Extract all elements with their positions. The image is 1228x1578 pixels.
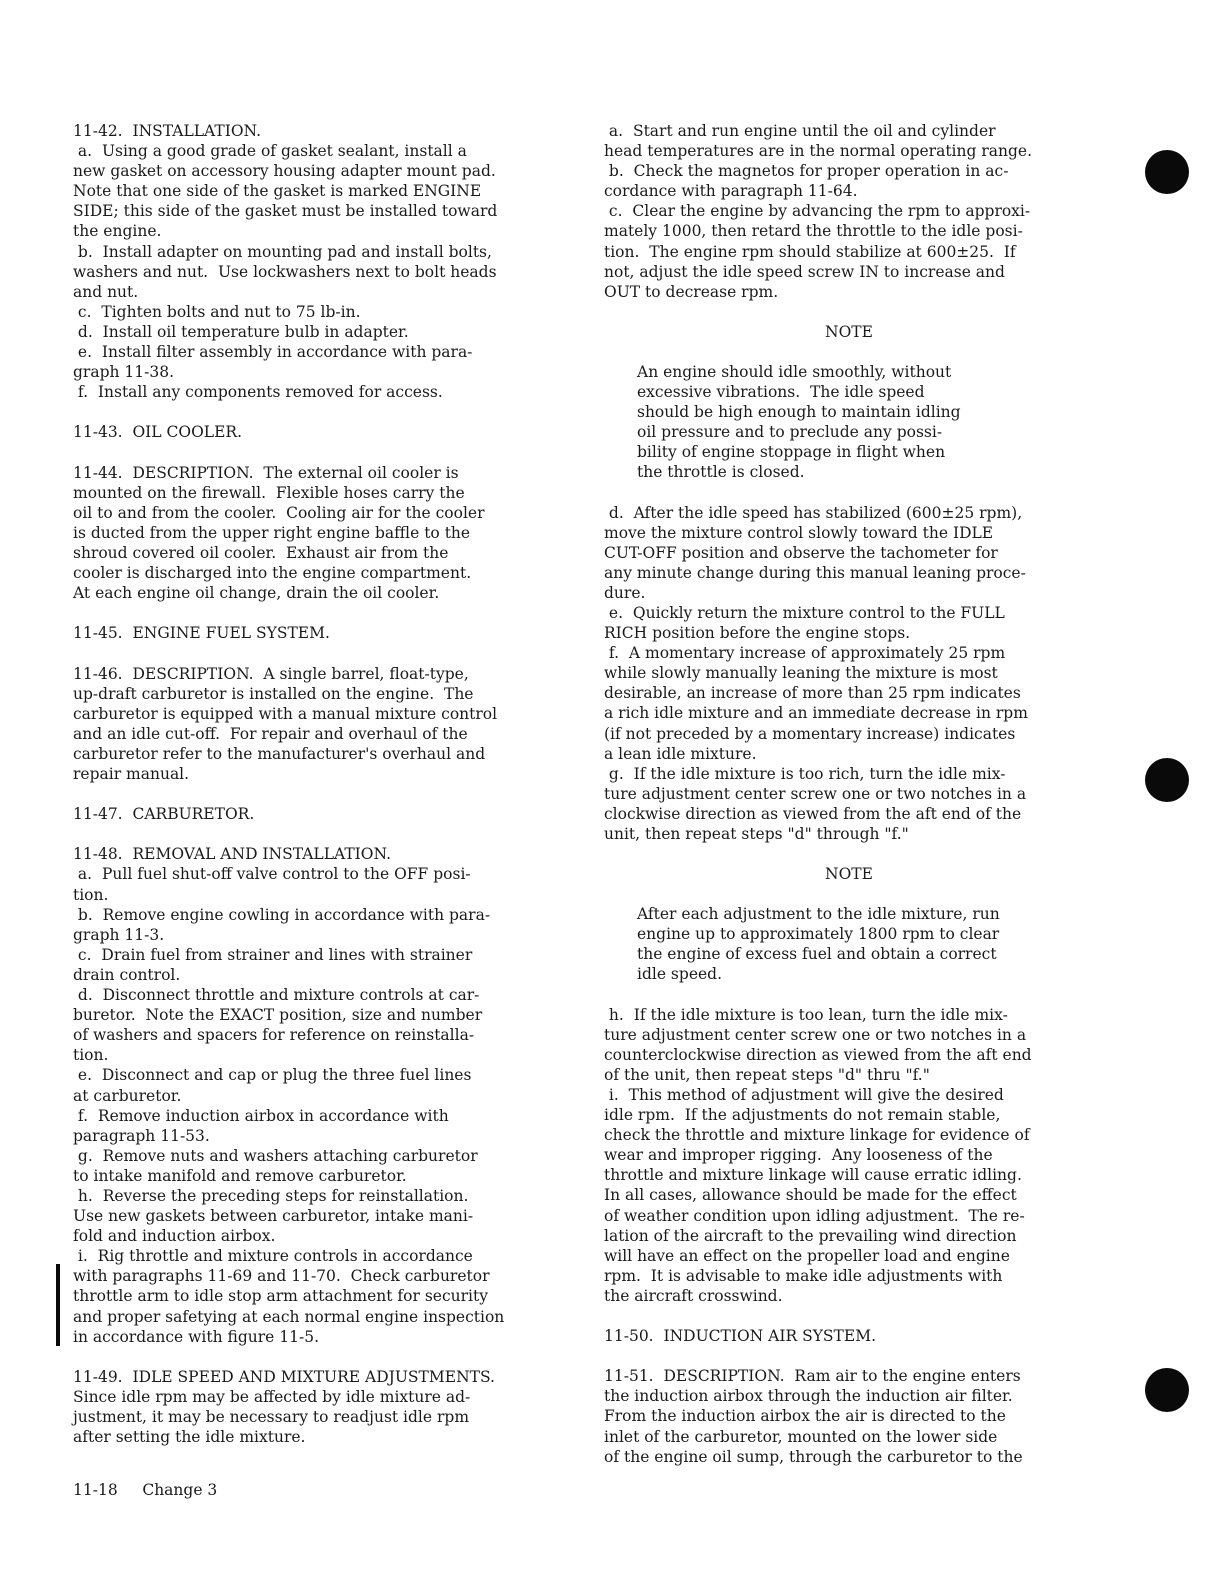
text-line: lation of the aircraft to the prevailing wind direction xyxy=(604,1226,1017,1245)
text-line: the induction airbox through the induction air filter. xyxy=(604,1387,1013,1406)
text-line: cooler is discharged into the engine compartment. xyxy=(73,564,472,583)
text-line: head temperatures are in the normal operating range. xyxy=(604,142,1032,161)
binder-hole-bottom xyxy=(1145,1368,1189,1412)
text-line xyxy=(73,603,563,623)
text-line: d. Disconnect throttle and mixture controls at car- xyxy=(73,986,480,1005)
text-line: desirable, an increase of more than 25 rpm indicates xyxy=(604,684,1021,703)
text-line: counterclockwise direction as viewed from the aft end xyxy=(604,1045,1032,1064)
note-line: An engine should idle smoothly, without xyxy=(637,362,952,381)
text-line: OUT to decrease rpm. xyxy=(604,282,779,301)
text-line: i. Rig throttle and mixture controls in accordance xyxy=(73,1247,473,1266)
text-line: g. If the idle mixture is too rich, turn the idle mix- xyxy=(604,764,1006,783)
text-line: throttle and mixture linkage will cause erratic idling. xyxy=(604,1166,1022,1185)
text-line: and an idle cut-off. For repair and overhaul of the xyxy=(73,724,468,743)
text-line: a lean idle mixture. xyxy=(604,744,757,763)
text-line: and nut. xyxy=(73,282,139,301)
change-label: Change 3 xyxy=(142,1481,218,1499)
text-line: paragraph 11-53. xyxy=(73,1126,210,1145)
right-block-1 xyxy=(604,121,1094,302)
text-line: to intake manifold and remove carburetor. xyxy=(73,1166,407,1185)
text-line: Note that one side of the gasket is marked ENGINE xyxy=(73,182,482,201)
left-column xyxy=(73,121,563,1447)
text-line: will have an effect on the propeller load and engine xyxy=(604,1246,1010,1265)
text-line: in accordance with figure 11-5. xyxy=(73,1327,320,1346)
note-line: idle speed. xyxy=(637,965,723,984)
text-line: 11-46. DESCRIPTION. A single barrel, float-type, xyxy=(73,664,469,683)
text-line: with paragraphs 11-69 and 11-70. Check carburetor xyxy=(73,1267,490,1286)
text-line: Use new gaskets between carburetor, intake mani- xyxy=(73,1207,474,1226)
text-line: washers and nut. Use lockwashers next to bolt heads xyxy=(73,262,497,281)
text-line: at carburetor. xyxy=(73,1086,182,1105)
page-footer xyxy=(73,1480,217,1500)
text-line: e. Disconnect and cap or plug the three fuel lines xyxy=(73,1066,472,1085)
page-number: 11-18 xyxy=(73,1481,118,1499)
text-line: ture adjustment center screw one or two notches in a xyxy=(604,1025,1027,1044)
text-line: b. Check the magnetos for proper operation in ac- xyxy=(604,162,1009,181)
text-line: tion. xyxy=(73,1046,109,1065)
text-line: h. If the idle mixture is too lean, turn the idle mix- xyxy=(604,1005,1008,1024)
text-line: graph 11-3. xyxy=(73,925,165,944)
text-line: justment, it may be necessary to readjust idle rpm xyxy=(73,1408,470,1426)
text-line: 11-50. INDUCTION AIR SYSTEM. xyxy=(604,1327,876,1346)
note-body-1 xyxy=(604,362,1094,483)
text-line xyxy=(73,643,563,663)
binder-hole-middle xyxy=(1145,758,1189,802)
text-line: b. Remove engine cowling in accordance with para- xyxy=(73,905,491,924)
text-line: check the throttle and mixture linkage for evidence of xyxy=(604,1126,1030,1145)
note-line: the engine of excess fuel and obtain a correct xyxy=(637,945,997,964)
text-line: is ducted from the upper right engine baffle to the xyxy=(73,523,471,542)
text-line xyxy=(73,402,563,422)
text-line: throttle arm to idle stop arm attachment for security xyxy=(73,1287,488,1306)
text-line: tion. The engine rpm should stabilize at 600±25. If xyxy=(604,242,1016,261)
text-line: of weather condition upon idling adjustment. The re- xyxy=(604,1206,1025,1225)
text-line xyxy=(73,1347,563,1367)
text-line: 11-49. IDLE SPEED AND MIXTURE ADJUSTMENTS. xyxy=(73,1367,495,1386)
text-line: 11-48. REMOVAL AND INSTALLATION. xyxy=(73,845,392,864)
text-line: 11-45. ENGINE FUEL SYSTEM. xyxy=(73,624,330,643)
note-line: the throttle is closed. xyxy=(637,463,805,482)
text-line: c. Clear the engine by advancing the rpm to approxi- xyxy=(604,202,1031,221)
text-line: SIDE; this side of the gasket must be installed toward xyxy=(73,202,498,221)
text-line: 11-44. DESCRIPTION. The external oil cooler is xyxy=(73,463,459,482)
text-line: carburetor refer to the manufacturer's overhaul and xyxy=(73,744,486,763)
text-line: CUT-OFF position and observe the tachometer for xyxy=(604,543,998,562)
text-line: g. Remove nuts and washers attaching carburetor xyxy=(73,1146,478,1165)
text-line: a. Using a good grade of gasket sealant, install a xyxy=(73,142,467,161)
text-line: while slowly manually leaning the mixture is most xyxy=(604,664,998,683)
text-line: after setting the idle mixture. xyxy=(73,1428,306,1447)
text-line: the aircraft crosswind. xyxy=(604,1286,783,1305)
text-line: e. Quickly return the mixture control to the FULL xyxy=(604,603,1005,622)
text-line: clockwise direction as viewed from the aft end of the xyxy=(604,804,1022,823)
note-line: should be high enough to maintain idling xyxy=(637,403,961,422)
text-line: 11-47. CARBURETOR. xyxy=(73,805,255,824)
text-line: a. Start and run engine until the oil and cylinder xyxy=(604,122,996,140)
note-heading-1: NOTE xyxy=(825,322,873,341)
text-line: a. Pull fuel shut-off valve control to the OFF posi- xyxy=(73,865,471,884)
text-line: From the induction airbox the air is directed to the xyxy=(604,1407,1006,1426)
text-line: rpm. It is advisable to make idle adjustments with xyxy=(604,1266,1003,1285)
text-line: shroud covered oil cooler. Exhaust air from the xyxy=(73,543,449,562)
text-line: d. After the idle speed has stabilized (600±25 rpm), xyxy=(604,503,1023,522)
text-line: f. Remove induction airbox in accordance with xyxy=(73,1106,449,1125)
text-line: cordance with paragraph 11-64. xyxy=(604,182,858,201)
text-line: 11-42. INSTALLATION. xyxy=(73,122,262,140)
text-line: ture adjustment center screw one or two notches in a xyxy=(604,784,1027,803)
text-line: h. Reverse the preceding steps for reinstallation. xyxy=(73,1186,469,1205)
text-line: unit, then repeat steps "d" through "f." xyxy=(604,825,909,843)
text-line: 11-43. OIL COOLER. xyxy=(73,423,242,442)
text-line: b. Install adapter on mounting pad and install bolts, xyxy=(73,242,492,261)
text-line: f. A momentary increase of approximately 25 rpm xyxy=(604,644,1006,663)
text-line xyxy=(73,784,563,804)
text-line: of washers and spacers for reference on reinstalla- xyxy=(73,1026,475,1045)
text-line xyxy=(604,1346,1094,1366)
note-body-2 xyxy=(604,904,1094,984)
note-line: bility of engine stoppage in flight when xyxy=(637,443,946,462)
text-line: Since idle rpm may be affected by idle mixture ad- xyxy=(73,1387,471,1406)
right-block-2 xyxy=(604,503,1094,845)
text-line: move the mixture control slowly toward the IDLE xyxy=(604,523,994,542)
text-line xyxy=(73,443,563,463)
text-line: c. Tighten bolts and nut to 75 lb-in. xyxy=(73,302,361,321)
text-line: up-draft carburetor is installed on the engine. The xyxy=(73,684,474,703)
text-line: buretor. Note the EXACT position, size and number xyxy=(73,1006,483,1025)
text-line: c. Drain fuel from strainer and lines with strainer xyxy=(73,945,473,964)
text-line: of the engine oil sump, through the carburetor to the xyxy=(604,1447,1023,1466)
text-line: RICH position before the engine stops. xyxy=(604,624,911,643)
text-line: fold and induction airbox. xyxy=(73,1227,276,1246)
change-bar xyxy=(56,1264,60,1346)
text-line: (if not preceded by a momentary increase) indicates xyxy=(604,724,1016,743)
right-block-3 xyxy=(604,1005,1094,1467)
text-line: idle rpm. If the adjustments do not remain stable, xyxy=(604,1106,1001,1125)
right-column xyxy=(604,121,1094,1467)
text-line: graph 11-38. xyxy=(73,363,175,382)
text-line: dure. xyxy=(604,583,646,602)
text-line: 11-51. DESCRIPTION. Ram air to the engine enters xyxy=(604,1367,1021,1386)
note-heading-2: NOTE xyxy=(825,865,873,884)
note-line: oil pressure and to preclude any possi- xyxy=(637,423,943,442)
text-line: mounted on the firewall. Flexible hoses carry the xyxy=(73,483,465,502)
text-line: At each engine oil change, drain the oil cooler. xyxy=(73,584,440,603)
text-line xyxy=(604,1306,1094,1326)
text-line: tion. xyxy=(73,885,109,904)
text-line: of the unit, then repeat steps "d" thru "f." xyxy=(604,1065,930,1084)
text-line: f. Install any components removed for access. xyxy=(73,383,443,402)
text-line: carburetor is equipped with a manual mixture control xyxy=(73,704,498,723)
text-line: inlet of the carburetor, mounted on the lower side xyxy=(604,1427,998,1446)
text-line: wear and improper rigging. Any looseness of the xyxy=(604,1146,993,1165)
text-line: In all cases, allowance should be made for the effect xyxy=(604,1186,1017,1205)
text-line: e. Install filter assembly in accordance with para- xyxy=(73,343,473,362)
text-line: drain control. xyxy=(73,965,181,984)
note-line: After each adjustment to the idle mixture, run xyxy=(637,905,1000,924)
note-line: excessive vibrations. The idle speed xyxy=(637,383,925,402)
text-line: the engine. xyxy=(73,222,162,241)
text-line: mately 1000, then retard the throttle to the idle posi- xyxy=(604,222,1023,241)
text-line: a rich idle mixture and an immediate decrease in rpm xyxy=(604,704,1028,723)
text-line: and proper safetying at each normal engine inspection xyxy=(73,1307,505,1326)
text-line xyxy=(73,824,563,844)
text-line: repair manual. xyxy=(73,765,190,783)
text-line: not, adjust the idle speed screw IN to increase and xyxy=(604,262,1005,281)
text-line: d. Install oil temperature bulb in adapter. xyxy=(73,322,409,341)
text-line: any minute change during this manual leaning proce- xyxy=(604,563,1026,582)
text-line: oil to and from the cooler. Cooling air for the cooler xyxy=(73,503,485,522)
text-line: i. This method of adjustment will give the desired xyxy=(604,1085,1004,1104)
binder-hole-top xyxy=(1145,150,1189,194)
text-line: new gasket on accessory housing adapter mount pad. xyxy=(73,162,496,181)
note-line: engine up to approximately 1800 rpm to clear xyxy=(637,925,1000,944)
